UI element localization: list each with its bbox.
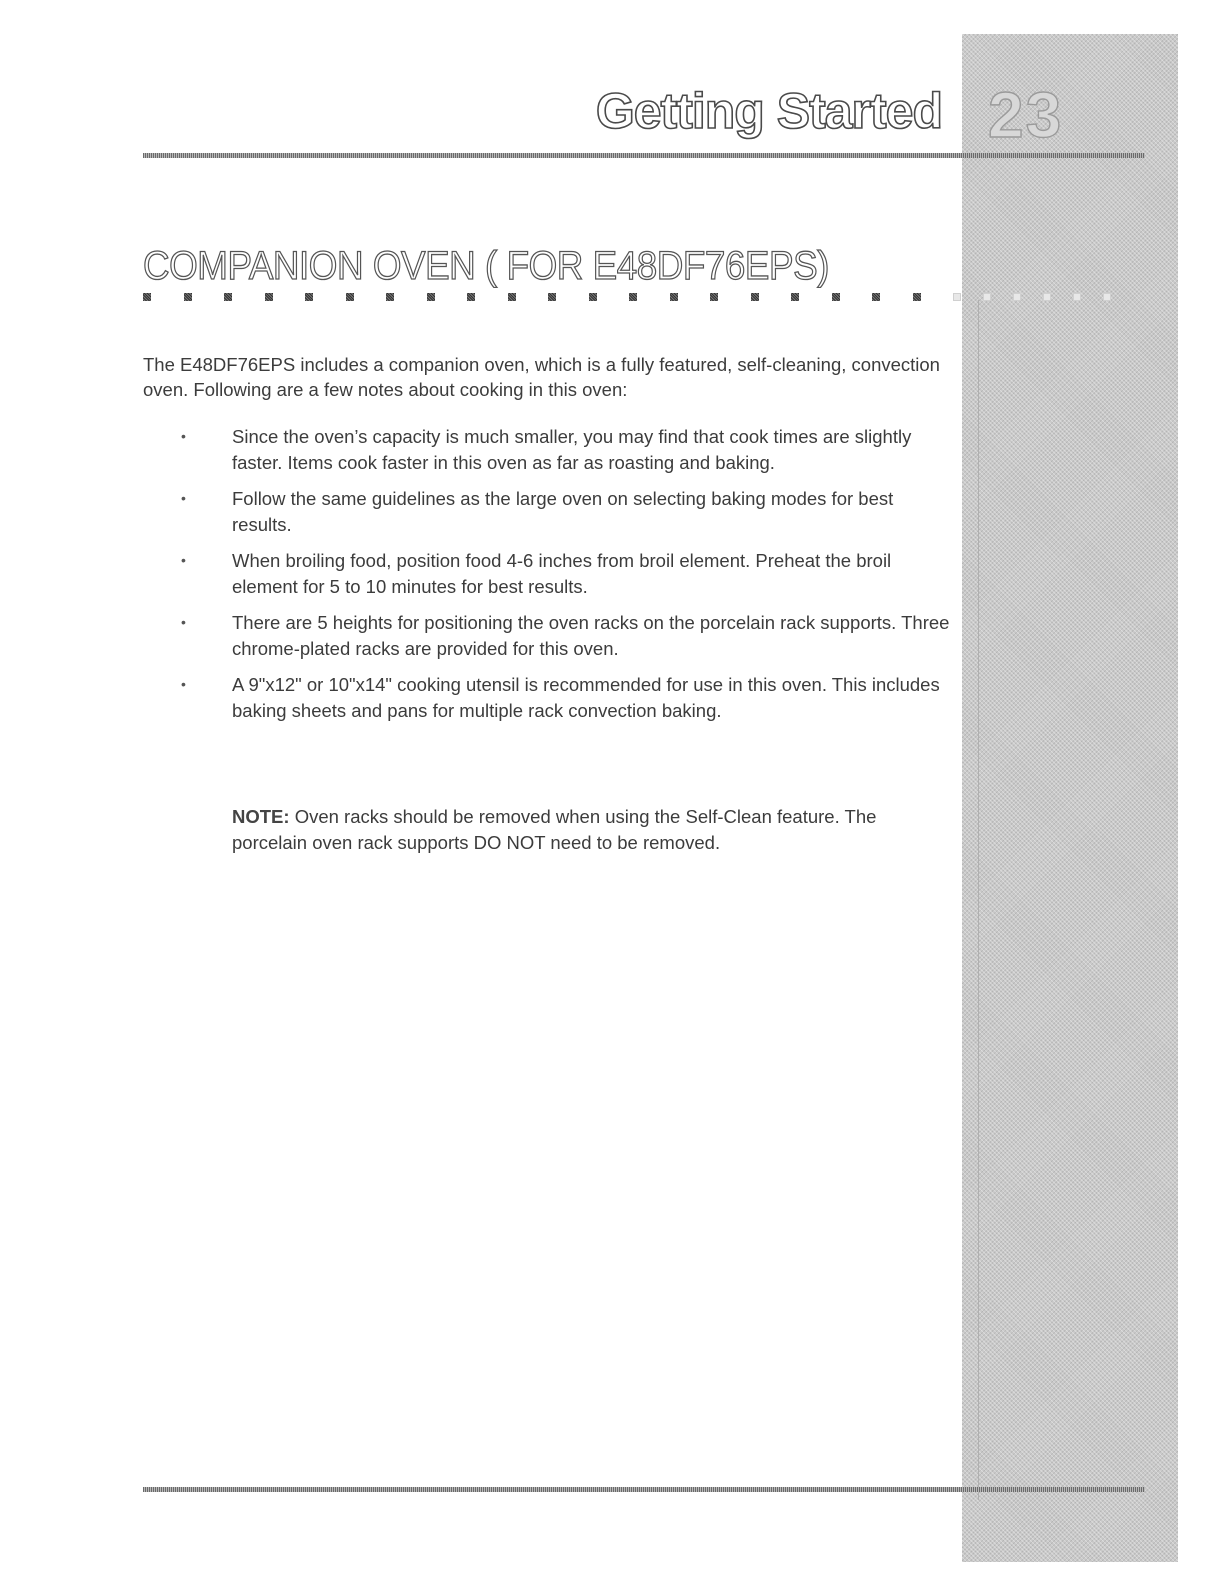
list-item: [143, 610, 953, 661]
rule-dot: [983, 293, 991, 301]
rule-dot: [467, 293, 475, 301]
rule-dot: [265, 293, 273, 301]
list-item: [143, 424, 953, 475]
list-item: [143, 486, 953, 537]
page-number: 23: [988, 79, 1064, 151]
rule-dot: [1013, 293, 1021, 301]
rule-dot: [305, 293, 313, 301]
rule-dot: [508, 293, 516, 301]
note-text: Oven racks should be removed when using the Self-Clean feature. The porcelain oven rack supports DO NOT need to be removed.: [232, 806, 877, 853]
footer-rule: [143, 1487, 1145, 1492]
bullet-icon: •: [181, 428, 186, 444]
section-title-dot-rule: [143, 293, 1143, 303]
rule-dot: [872, 293, 880, 301]
list-item-text: There are 5 heights for positioning the oven racks on the porcelain rack supports. Three chrome-plated racks are provided for this oven.: [232, 612, 950, 659]
notes-list: [143, 424, 953, 734]
rule-dot: [143, 293, 151, 301]
list-item-text: When broiling food, position food 4-6 inches from broil element. Preheat the broil element for 5 to 10 minutes for best results.: [232, 550, 892, 597]
rule-dot: [346, 293, 354, 301]
bullet-icon: •: [181, 614, 186, 630]
header-rule: [143, 153, 1145, 158]
rule-dot: [589, 293, 597, 301]
page-header-title: Getting Started: [595, 83, 942, 139]
side-band: [962, 34, 1178, 1562]
side-band-line: [978, 300, 979, 1500]
rule-dot: [184, 293, 192, 301]
rule-dot: [1073, 293, 1081, 301]
bullet-icon: •: [181, 676, 186, 692]
section-title: COMPANION OVEN ( FOR E48DF76EPS): [143, 244, 829, 288]
rule-dot: [791, 293, 799, 301]
rule-dot: [386, 293, 394, 301]
bullet-icon: •: [181, 490, 186, 506]
rule-dot: [629, 293, 637, 301]
rule-dot: [913, 293, 921, 301]
rule-dot: [832, 293, 840, 301]
rule-dot: [1103, 293, 1111, 301]
list-item-text: Since the oven’s capacity is much smaller, you may find that cook times are slightly faster. Items cook faster in this oven as far as roasting and baking.: [232, 426, 912, 473]
rule-dot: [953, 293, 961, 301]
list-item-text: Follow the same guidelines as the large oven on selecting baking modes for best results.: [232, 488, 894, 535]
rule-dot: [710, 293, 718, 301]
bullet-icon: •: [181, 552, 186, 568]
rule-dot: [1043, 293, 1051, 301]
rule-dot: [751, 293, 759, 301]
note-paragraph: [232, 804, 952, 856]
list-item: [143, 672, 953, 723]
rule-dot: [427, 293, 435, 301]
list-item-text: A 9"x12" or 10"x14" cooking utensil is recommended for use in this oven. This includes baking sheets and pans for multiple rack convection baking.: [232, 674, 940, 721]
intro-paragraph: The E48DF76EPS includes a companion oven, which is a fully featured, self-cleaning, convection oven. Following are a few notes about cooking in this oven:: [143, 354, 940, 400]
rule-dot: [670, 293, 678, 301]
rule-dot: [548, 293, 556, 301]
list-item: [143, 548, 953, 599]
note-label: NOTE:: [232, 806, 290, 827]
rule-dot: [224, 293, 232, 301]
